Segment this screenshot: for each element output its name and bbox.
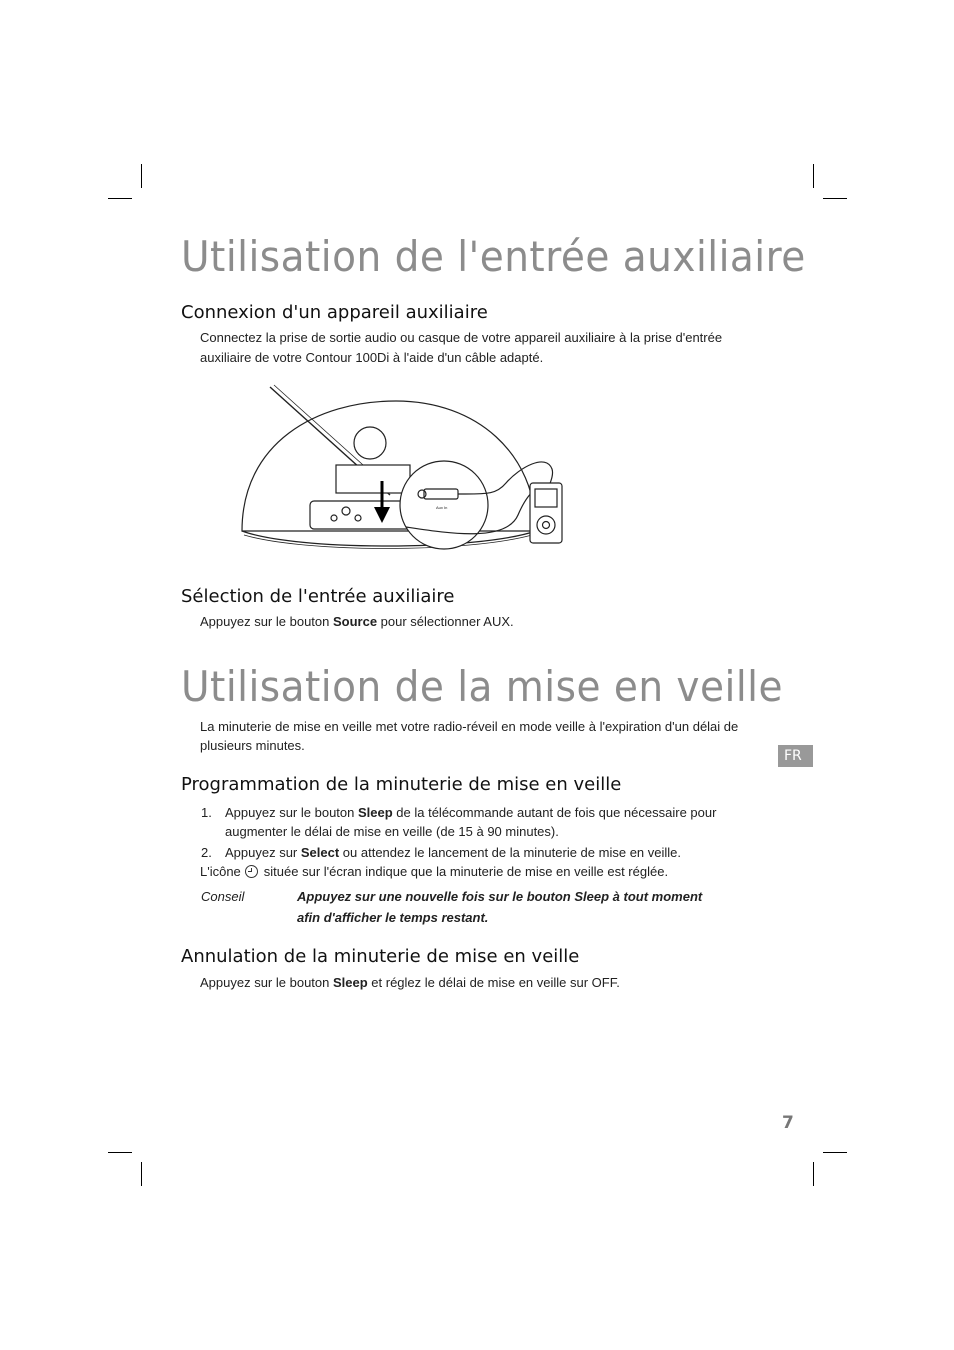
subheading-connect-aux-device: Connexion d'un appareil auxiliaire xyxy=(181,302,488,323)
paragraph-select-aux: Appuyez sur le bouton Source pour sélectionner AUX. xyxy=(200,614,514,629)
step-number: 2. xyxy=(201,845,212,860)
display-window xyxy=(336,465,410,493)
paragraph-line: La minuterie de mise en veille met votre radio-réveil en mode veille à l'expiration d'un délai de xyxy=(200,719,739,734)
subheading-cancel-sleep-timer: Annulation de la minuterie de mise en veille xyxy=(181,946,580,967)
paragraph-line: Connectez la prise de sortie audio ou casque de votre appareil auxiliaire à la prise d'entrée xyxy=(200,330,723,345)
jack-label: Aux In xyxy=(436,505,448,510)
tip-text-continued: afin d'afficher le temps restant. xyxy=(297,910,489,925)
paragraph-cancel-sleep: Appuyez sur le bouton Sleep et réglez le délai de mise en veille sur OFF. xyxy=(200,975,620,990)
step-text: Appuyez sur le bouton Sleep de la télécommande autant de fois que nécessaire pour xyxy=(225,805,717,820)
radio-base xyxy=(242,531,536,546)
language-badge: FR xyxy=(778,745,813,767)
top-button xyxy=(354,427,386,459)
crop-mark-bottom-right-v xyxy=(813,1162,814,1186)
crop-mark-bottom-left-h xyxy=(108,1152,132,1153)
step-text: Appuyez sur Select ou attendez le lancement de la minuterie de mise en veille. xyxy=(225,845,681,860)
aux-connection-illustration xyxy=(236,383,566,553)
tip-label: Conseil xyxy=(201,889,245,904)
crop-mark-bottom-right-h xyxy=(823,1152,847,1153)
crop-mark-top-left-h xyxy=(108,198,132,199)
section-title-aux-input: Utilisation de l'entrée auxiliaire xyxy=(181,232,806,281)
tip-text: Appuyez sur une nouvelle fois sur le bouton Sleep à tout moment xyxy=(297,889,703,904)
paragraph-line: plusieurs minutes. xyxy=(200,738,305,753)
section-title-sleep: Utilisation de la mise en veille xyxy=(181,662,783,711)
crop-mark-bottom-left-v xyxy=(141,1162,142,1186)
clock-icon xyxy=(245,865,258,878)
crop-mark-top-right-h xyxy=(823,198,847,199)
page-number: 7 xyxy=(782,1113,794,1133)
paragraph-sleep-icon: L'icône située sur l'écran indique que la minuterie de mise en veille est réglée. xyxy=(200,864,669,879)
crop-mark-top-right-v xyxy=(813,164,814,188)
crop-mark-top-left-v xyxy=(141,164,142,188)
subheading-select-aux-input: Sélection de l'entrée auxiliaire xyxy=(181,586,455,607)
step-text-continued: augmenter le délai de mise en veille (de 15 à 90 minutes). xyxy=(225,824,559,839)
subheading-program-sleep-timer: Programmation de la minuterie de mise en veille xyxy=(181,774,622,795)
paragraph-line: auxiliaire de votre Contour 100Di à l'aide d'un câble adapté. xyxy=(200,350,544,365)
step-number: 1. xyxy=(201,805,212,820)
